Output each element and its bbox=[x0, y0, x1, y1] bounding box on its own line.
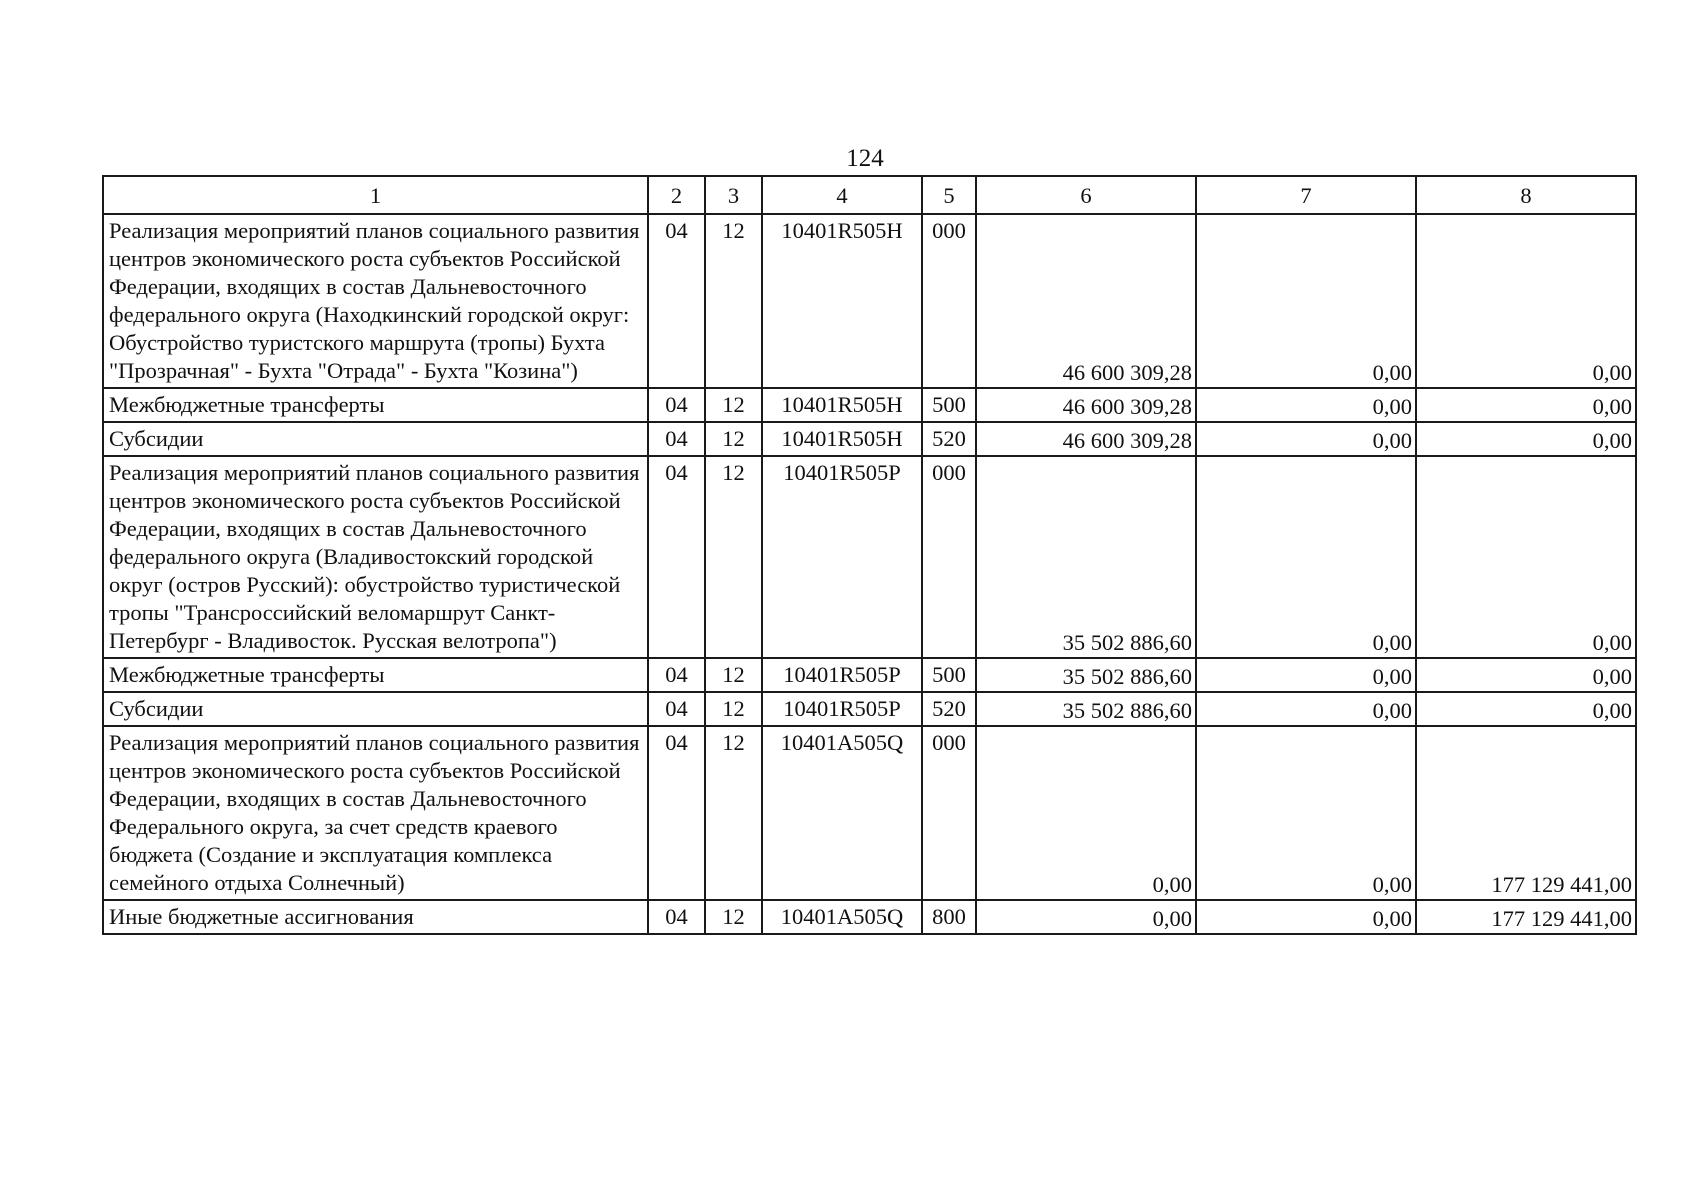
amount-col6: 35 502 886,60 bbox=[976, 456, 1196, 658]
column-header: 7 bbox=[1196, 176, 1416, 214]
amount-col6: 46 600 309,28 bbox=[976, 214, 1196, 388]
amount-col6: 35 502 886,60 bbox=[976, 692, 1196, 726]
target-article-code: 10401R505P bbox=[762, 692, 922, 726]
amount-col7: 0,00 bbox=[1196, 900, 1416, 934]
subsection-code: 12 bbox=[705, 692, 762, 726]
amount-col7: 0,00 bbox=[1196, 422, 1416, 456]
table-row bbox=[103, 900, 1636, 934]
subsection-code: 12 bbox=[705, 422, 762, 456]
expense-type-code: 520 bbox=[922, 422, 976, 456]
amount-col6: 35 502 886,60 bbox=[976, 658, 1196, 692]
amount-col6: 0,00 bbox=[976, 900, 1196, 934]
table-row bbox=[103, 726, 1636, 900]
row-description: Реализация мероприятий планов социального развития центров экономического роста субъектов Российской Федерации, входящих в состав Дальневосточного Федерального округа, за счет средств краевого бюджета (Создание и эксплуатация комплекса семейного отдыха Солнечный) bbox=[103, 726, 648, 900]
section-code: 04 bbox=[648, 692, 705, 726]
amount-col7: 0,00 bbox=[1196, 726, 1416, 900]
target-article-code: 10401R505H bbox=[762, 388, 922, 422]
table-row bbox=[103, 658, 1636, 692]
amount-col6: 0,00 bbox=[976, 726, 1196, 900]
page-number: 124 bbox=[846, 145, 884, 172]
amount-col8: 177 129 441,00 bbox=[1416, 900, 1636, 934]
expense-type-code: 800 bbox=[922, 900, 976, 934]
amount-col8: 177 129 441,00 bbox=[1416, 726, 1636, 900]
section-code: 04 bbox=[648, 726, 705, 900]
section-code: 04 bbox=[648, 214, 705, 388]
row-description: Субсидии bbox=[103, 692, 648, 726]
target-article-code: 10401R505P bbox=[762, 658, 922, 692]
section-code: 04 bbox=[648, 388, 705, 422]
section-code: 04 bbox=[648, 658, 705, 692]
row-description: Иные бюджетные ассигнования bbox=[103, 900, 648, 934]
column-header: 6 bbox=[976, 176, 1196, 214]
target-article-code: 10401R505P bbox=[762, 456, 922, 658]
section-code: 04 bbox=[648, 900, 705, 934]
expense-type-code: 000 bbox=[922, 726, 976, 900]
subsection-code: 12 bbox=[705, 456, 762, 658]
column-header: 4 bbox=[762, 176, 922, 214]
amount-col8: 0,00 bbox=[1416, 388, 1636, 422]
target-article-code: 10401R505H bbox=[762, 422, 922, 456]
amount-col6: 46 600 309,28 bbox=[976, 388, 1196, 422]
row-description: Межбюджетные трансферты bbox=[103, 658, 648, 692]
amount-col6: 46 600 309,28 bbox=[976, 422, 1196, 456]
column-header: 2 bbox=[648, 176, 705, 214]
subsection-code: 12 bbox=[705, 214, 762, 388]
amount-col8: 0,00 bbox=[1416, 456, 1636, 658]
amount-col7: 0,00 bbox=[1196, 692, 1416, 726]
subsection-code: 12 bbox=[705, 388, 762, 422]
amount-col7: 0,00 bbox=[1196, 214, 1416, 388]
row-description: Реализация мероприятий планов социального развития центров экономического роста субъектов Российской Федерации, входящих в состав Дальневосточного федерального округа (Владивостокский городской округ (остров Русский): обустройство туристической тропы "Трансроссийский веломаршрут Санкт-Петербург - Владивосток. Русская велотропа") bbox=[103, 456, 648, 658]
amount-col8: 0,00 bbox=[1416, 214, 1636, 388]
amount-col7: 0,00 bbox=[1196, 658, 1416, 692]
row-description: Реализация мероприятий планов социального развития центров экономического роста субъектов Российской Федерации, входящих в состав Дальневосточного федерального округа (Находкинский городской округ: Обустройство туристского маршрута (тропы) Бухта "Прозрачная" - Бухта "Отрада" - Бухта "Козина") bbox=[103, 214, 648, 388]
column-header: 5 bbox=[922, 176, 976, 214]
expense-type-code: 000 bbox=[922, 214, 976, 388]
amount-col8: 0,00 bbox=[1416, 422, 1636, 456]
expense-type-code: 500 bbox=[922, 658, 976, 692]
target-article-code: 10401A505Q bbox=[762, 726, 922, 900]
subsection-code: 12 bbox=[705, 726, 762, 900]
subsection-code: 12 bbox=[705, 900, 762, 934]
expense-type-code: 000 bbox=[922, 456, 976, 658]
row-description: Межбюджетные трансферты bbox=[103, 388, 648, 422]
header-row bbox=[103, 176, 1636, 214]
section-code: 04 bbox=[648, 456, 705, 658]
row-description: Субсидии bbox=[103, 422, 648, 456]
amount-col7: 0,00 bbox=[1196, 456, 1416, 658]
amount-col7: 0,00 bbox=[1196, 388, 1416, 422]
expense-type-code: 500 bbox=[922, 388, 976, 422]
table-row bbox=[103, 214, 1636, 388]
amount-col8: 0,00 bbox=[1416, 658, 1636, 692]
expense-type-code: 520 bbox=[922, 692, 976, 726]
target-article-code: 10401A505Q bbox=[762, 900, 922, 934]
table-row bbox=[103, 388, 1636, 422]
section-code: 04 bbox=[648, 422, 705, 456]
table-row bbox=[103, 456, 1636, 658]
column-header: 8 bbox=[1416, 176, 1636, 214]
target-article-code: 10401R505H bbox=[762, 214, 922, 388]
budget-table bbox=[102, 175, 1637, 935]
column-header: 3 bbox=[705, 176, 762, 214]
subsection-code: 12 bbox=[705, 658, 762, 692]
table-row bbox=[103, 422, 1636, 456]
amount-col8: 0,00 bbox=[1416, 692, 1636, 726]
table-row bbox=[103, 692, 1636, 726]
column-header: 1 bbox=[103, 176, 648, 214]
